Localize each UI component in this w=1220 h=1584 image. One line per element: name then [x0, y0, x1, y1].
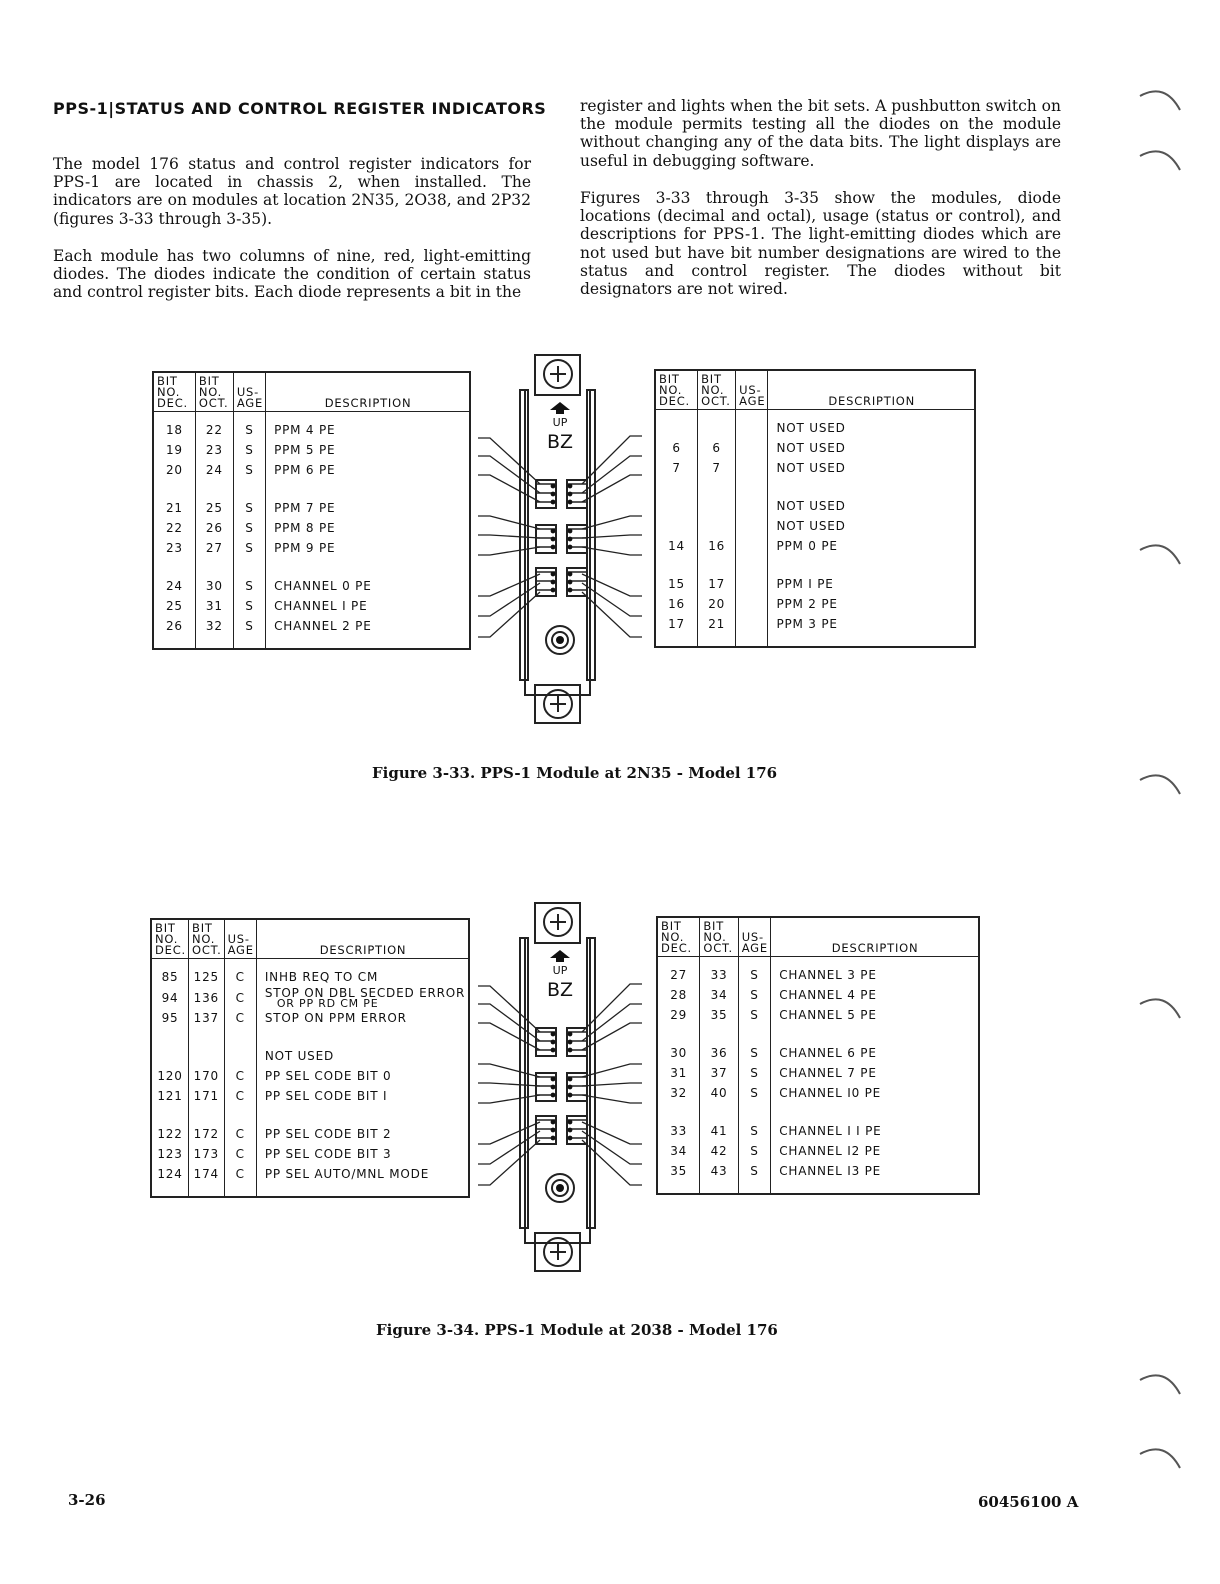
cell-desc: CHANNEL 0 PE — [266, 558, 470, 596]
cell-usage: S — [738, 1141, 771, 1161]
column-header-dec: BIT NO. DEC. — [153, 372, 195, 412]
table-row — [151, 1106, 469, 1144]
cell-oct — [698, 478, 736, 516]
table-row — [655, 438, 975, 458]
cell-usage: S — [233, 480, 265, 518]
right-bit-table — [656, 916, 980, 1195]
cell-desc: PPM 4 PE — [266, 412, 470, 441]
led-diode-icon — [551, 580, 556, 585]
table-row — [657, 1141, 979, 1161]
led-diode-icon — [568, 1040, 573, 1045]
cell-desc: CHANNEL 2 PE — [266, 616, 470, 649]
led-diode-icon — [568, 500, 573, 505]
cell-usage: S — [233, 518, 265, 538]
table-row — [657, 1083, 979, 1103]
table-row — [151, 959, 469, 988]
cell-oct: 23 — [195, 440, 233, 460]
led-diode-icon — [551, 572, 556, 577]
table-row — [153, 412, 470, 441]
cell-usage — [736, 536, 768, 556]
cell-desc: CHANNEL 5 PE — [771, 1005, 979, 1025]
led-module-diagram — [470, 898, 660, 1273]
cell-desc: CHANNEL 6 PE — [771, 1025, 979, 1063]
cell-dec: 26 — [153, 616, 195, 649]
cell-dec: 27 — [657, 957, 700, 986]
cell-usage: C — [224, 1144, 256, 1164]
table-row — [151, 1028, 469, 1066]
cell-desc: PPM 0 PE — [768, 536, 975, 556]
led-diode-icon — [568, 588, 573, 593]
cell-usage: S — [738, 1161, 771, 1194]
column-header-usage: US- AGE — [233, 372, 265, 412]
cell-oct — [189, 1028, 225, 1066]
column-header-desc: DESCRIPTION — [768, 370, 975, 410]
cell-oct: 136 — [189, 987, 225, 1008]
led-diode-icon — [551, 492, 556, 497]
led-diode-icon — [551, 545, 556, 550]
table-row — [153, 460, 470, 480]
table-row — [655, 594, 975, 614]
binder-marks — [1130, 80, 1190, 1500]
column-header-dec: BIT NO. DEC. — [657, 917, 700, 957]
column-header-desc: DESCRIPTION — [256, 919, 469, 959]
table-row — [153, 480, 470, 518]
cell-dec: 21 — [153, 480, 195, 518]
cell-dec — [655, 410, 698, 439]
cell-usage: S — [738, 1083, 771, 1103]
cell-dec: 19 — [153, 440, 195, 460]
figure-caption: Figure 3-34. PPS-1 Module at 2038 - Model 176 — [376, 1321, 778, 1339]
cell-oct: 26 — [195, 518, 233, 538]
cell-desc: PPM I PE — [768, 556, 975, 594]
cell-desc: CHANNEL I0 PE — [771, 1083, 979, 1103]
cell-desc: NOT USED — [768, 458, 975, 478]
column-header-dec: BIT NO. DEC. — [151, 919, 189, 959]
cell-usage: S — [233, 558, 265, 596]
led-diode-icon — [568, 1077, 573, 1082]
cell-desc: PP SEL AUTO/MNL MODE — [256, 1164, 469, 1197]
cell-dec: 28 — [657, 985, 700, 1005]
cell-desc: INHB REQ TO CM — [256, 959, 469, 988]
table-row — [153, 518, 470, 538]
cell-dec: 6 — [655, 438, 698, 458]
led-diode-icon — [568, 1120, 573, 1125]
binder-mark — [1140, 1375, 1180, 1394]
cell-usage — [736, 438, 768, 458]
cell-desc: PPM 9 PE — [266, 538, 470, 558]
cell-desc: PP SEL CODE BIT I — [256, 1086, 469, 1106]
column-header-oct: BIT NO. OCT. — [700, 917, 738, 957]
cell-oct: 35 — [700, 1005, 738, 1025]
cell-usage: S — [233, 616, 265, 649]
column-header-usage: US- AGE — [738, 917, 771, 957]
led-diode-icon — [551, 1040, 556, 1045]
table-row — [657, 985, 979, 1005]
cell-dec: 7 — [655, 458, 698, 478]
leader-line — [478, 574, 540, 596]
led-diode-icon — [568, 484, 573, 489]
leader-line — [478, 535, 540, 538]
cell-oct: 137 — [189, 1008, 225, 1028]
led-diode-icon — [551, 1120, 556, 1125]
cell-desc: NOT USED — [768, 410, 975, 439]
cell-oct: 17 — [698, 556, 736, 594]
cell-dec: 22 — [153, 518, 195, 538]
page-number: 3-26 — [68, 1491, 106, 1509]
table-row — [151, 987, 469, 1008]
left-bit-table — [150, 918, 470, 1198]
right-bit-table — [654, 369, 976, 648]
column-header-usage: US- AGE — [736, 370, 768, 410]
figure-caption: Figure 3-33. PPS-1 Module at 2N35 - Model 176 — [372, 764, 778, 782]
leader-line — [478, 1140, 540, 1185]
led-diode-icon — [568, 545, 573, 550]
up-label: UP — [552, 964, 568, 977]
section-heading: PPS-1|STATUS AND CONTROL REGISTER INDICATORS — [53, 99, 547, 118]
column-header-usage: US- AGE — [224, 919, 256, 959]
cell-desc: PPM 6 PE — [266, 460, 470, 480]
leader-line — [478, 986, 540, 1032]
led-diode-icon — [568, 1093, 573, 1098]
table-row — [655, 516, 975, 536]
cell-oct: 174 — [189, 1164, 225, 1197]
cell-oct: 24 — [195, 460, 233, 480]
led-diode-icon — [551, 529, 556, 534]
cell-oct: 42 — [700, 1141, 738, 1161]
cell-dec — [151, 1028, 189, 1066]
leader-line — [478, 516, 540, 529]
column-header-oct: BIT NO. OCT. — [189, 919, 225, 959]
binder-mark — [1140, 775, 1180, 794]
cell-dec: 124 — [151, 1164, 189, 1197]
table-row — [151, 1144, 469, 1164]
cell-dec: 95 — [151, 1008, 189, 1028]
leader-line — [478, 1095, 540, 1103]
table-row — [657, 1025, 979, 1063]
table-row — [657, 1103, 979, 1141]
cell-dec: 123 — [151, 1144, 189, 1164]
table-row — [655, 614, 975, 647]
cell-dec: 34 — [657, 1141, 700, 1161]
led-diode-icon — [568, 572, 573, 577]
table-row — [655, 536, 975, 556]
cell-usage: S — [233, 460, 265, 480]
cell-oct: 27 — [195, 538, 233, 558]
cell-oct: 37 — [700, 1063, 738, 1083]
column-header-desc: DESCRIPTION — [266, 372, 470, 412]
cell-dec: 23 — [153, 538, 195, 558]
cell-usage: C — [224, 1008, 256, 1028]
cell-desc: STOP ON DBL SECDED ERROR OR PP RD CM PE — [256, 987, 469, 1008]
cell-usage: S — [233, 538, 265, 558]
leader-line — [478, 475, 540, 502]
leader-line — [478, 1083, 540, 1086]
table-row — [153, 558, 470, 596]
leader-line — [478, 1122, 540, 1144]
leader-line — [478, 547, 540, 555]
cell-oct: 172 — [189, 1106, 225, 1144]
cell-oct: 16 — [698, 536, 736, 556]
cell-dec: 31 — [657, 1063, 700, 1083]
cell-oct: 43 — [700, 1161, 738, 1194]
cell-dec — [655, 478, 698, 516]
table-row — [655, 556, 975, 594]
table-row — [655, 410, 975, 439]
table-row — [655, 478, 975, 516]
cell-desc: PP SEL CODE BIT 2 — [256, 1106, 469, 1144]
cell-usage: C — [224, 987, 256, 1008]
table-row — [151, 1164, 469, 1197]
cell-dec — [655, 516, 698, 536]
cell-usage: C — [224, 1066, 256, 1086]
cell-desc: CHANNEL I I PE — [771, 1103, 979, 1141]
cell-usage: S — [738, 985, 771, 1005]
led-diode-icon — [551, 484, 556, 489]
cell-oct: 171 — [189, 1086, 225, 1106]
cell-desc: PPM 3 PE — [768, 614, 975, 647]
cell-oct — [698, 516, 736, 536]
cell-desc: STOP ON PPM ERROR — [256, 1008, 469, 1028]
cell-oct: 173 — [189, 1144, 225, 1164]
cell-desc: PPM 5 PE — [266, 440, 470, 460]
cell-desc: CHANNEL 3 PE — [771, 957, 979, 986]
cell-dec: 14 — [655, 536, 698, 556]
cell-usage — [736, 594, 768, 614]
cell-oct: 22 — [195, 412, 233, 441]
cell-usage: S — [738, 1063, 771, 1083]
cell-desc: PPM 8 PE — [266, 518, 470, 538]
cell-dec: 120 — [151, 1066, 189, 1086]
led-diode-icon — [568, 529, 573, 534]
led-diode-icon — [568, 1048, 573, 1053]
pushbutton-icon — [556, 1184, 564, 1192]
table-row — [153, 440, 470, 460]
cell-oct: 31 — [195, 596, 233, 616]
cell-desc: PPM 7 PE — [266, 480, 470, 518]
screw-icon — [550, 1244, 566, 1260]
cell-desc: NOT USED — [256, 1028, 469, 1066]
table-row — [657, 957, 979, 986]
screw-icon — [550, 366, 566, 382]
leader-line — [478, 438, 540, 484]
cell-dec: 85 — [151, 959, 189, 988]
cell-usage: C — [224, 1164, 256, 1197]
up-arrow-icon — [550, 402, 570, 414]
table-row — [655, 458, 975, 478]
table-row — [151, 1008, 469, 1028]
table-row — [657, 1161, 979, 1194]
cell-dec: 121 — [151, 1086, 189, 1106]
cell-usage: C — [224, 1106, 256, 1144]
cell-dec: 17 — [655, 614, 698, 647]
body-paragraph: Figures 3-33 through 3-35 show the modules, diode locations (decimal and octal), usage (status or control), and descriptions for PPS-1. The light-emitting diodes which are not used but have bit number designations are wired to the status and control register. The diodes without bit designators are not wired. — [580, 189, 1061, 299]
cell-dec: 29 — [657, 1005, 700, 1025]
cell-oct: 30 — [195, 558, 233, 596]
column-header-oct: BIT NO. OCT. — [698, 370, 736, 410]
cell-oct: 40 — [700, 1083, 738, 1103]
cell-desc: CHANNEL I2 PE — [771, 1141, 979, 1161]
cell-dec: 35 — [657, 1161, 700, 1194]
cell-oct: 20 — [698, 594, 736, 614]
led-diode-icon — [551, 1048, 556, 1053]
table-row — [657, 1063, 979, 1083]
column-header-dec: BIT NO. DEC. — [655, 370, 698, 410]
led-diode-icon — [568, 537, 573, 542]
screw-icon — [550, 696, 566, 712]
bz-label: BZ — [546, 979, 574, 1001]
table-row — [151, 1066, 469, 1086]
cell-usage — [736, 410, 768, 439]
table-row — [151, 1086, 469, 1106]
cell-dec: 30 — [657, 1025, 700, 1063]
cell-usage: S — [738, 1025, 771, 1063]
cell-desc: NOT USED — [768, 478, 975, 516]
cell-dec: 33 — [657, 1103, 700, 1141]
led-diode-icon — [551, 1032, 556, 1037]
left-bit-table — [152, 371, 471, 650]
cell-usage — [224, 1028, 256, 1066]
table-row — [153, 596, 470, 616]
cell-usage: C — [224, 1086, 256, 1106]
cell-oct: 41 — [700, 1103, 738, 1141]
led-diode-icon — [551, 500, 556, 505]
cell-oct: 32 — [195, 616, 233, 649]
led-diode-icon — [568, 1085, 573, 1090]
cell-oct: 25 — [195, 480, 233, 518]
document-number: 60456100 A — [978, 1493, 1079, 1511]
cell-oct: 21 — [698, 614, 736, 647]
cell-dec: 25 — [153, 596, 195, 616]
cell-desc: CHANNEL I PE — [266, 596, 470, 616]
cell-oct — [698, 410, 736, 439]
table-row — [153, 616, 470, 649]
cell-dec: 20 — [153, 460, 195, 480]
column-header-oct: BIT NO. OCT. — [195, 372, 233, 412]
cell-desc: NOT USED — [768, 516, 975, 536]
cell-desc: PP SEL CODE BIT 0 — [256, 1066, 469, 1086]
led-diode-icon — [551, 1085, 556, 1090]
cell-oct: 6 — [698, 438, 736, 458]
binder-mark — [1140, 999, 1180, 1018]
cell-oct: 125 — [189, 959, 225, 988]
cell-dec: 16 — [655, 594, 698, 614]
cell-desc: NOT USED — [768, 438, 975, 458]
led-diode-icon — [568, 1136, 573, 1141]
cell-usage — [736, 516, 768, 536]
cell-usage: S — [233, 440, 265, 460]
leader-line — [478, 592, 540, 637]
cell-oct: 36 — [700, 1025, 738, 1063]
cell-usage: S — [738, 1103, 771, 1141]
cell-dec: 122 — [151, 1106, 189, 1144]
cell-desc: PPM 2 PE — [768, 594, 975, 614]
body-paragraph: The model 176 status and control register indicators for PPS-1 are located in chassis 2, when installed. The indicators are on modules at location 2N35, 2O38, and 2P32 (figures 3-33 through 3-35). — [53, 155, 531, 228]
leader-line — [478, 1064, 540, 1077]
led-module-diagram — [470, 350, 660, 725]
pushbutton-icon — [556, 636, 564, 644]
cell-dec: 24 — [153, 558, 195, 596]
column-header-desc: DESCRIPTION — [771, 917, 979, 957]
leader-line — [478, 1023, 540, 1050]
led-diode-icon — [568, 1032, 573, 1037]
cell-usage: S — [738, 1005, 771, 1025]
cell-usage — [736, 614, 768, 647]
binder-mark — [1140, 545, 1180, 564]
table-row — [153, 538, 470, 558]
screw-icon — [550, 914, 566, 930]
led-diode-icon — [551, 1128, 556, 1133]
led-diode-icon — [568, 492, 573, 497]
led-diode-icon — [551, 537, 556, 542]
cell-desc: PP SEL CODE BIT 3 — [256, 1144, 469, 1164]
cell-dec: 32 — [657, 1083, 700, 1103]
cell-desc: CHANNEL 7 PE — [771, 1063, 979, 1083]
led-diode-icon — [551, 588, 556, 593]
cell-desc: CHANNEL I3 PE — [771, 1161, 979, 1194]
body-paragraph: Each module has two columns of nine, red, light-emitting diodes. The diodes indicate the condition of certain status and control register bits. Each diode represents a bit in the — [53, 247, 531, 302]
cell-dec: 15 — [655, 556, 698, 594]
binder-mark — [1140, 1449, 1180, 1468]
binder-mark — [1140, 151, 1180, 170]
binder-mark — [1140, 91, 1180, 110]
cell-dec: 18 — [153, 412, 195, 441]
cell-usage — [736, 556, 768, 594]
cell-usage — [736, 458, 768, 478]
bz-label: BZ — [546, 431, 574, 453]
cell-usage — [736, 478, 768, 516]
cell-oct: 7 — [698, 458, 736, 478]
led-diode-icon — [551, 1077, 556, 1082]
table-row — [657, 1005, 979, 1025]
cell-oct: 34 — [700, 985, 738, 1005]
cell-usage: C — [224, 959, 256, 988]
cell-usage: S — [738, 957, 771, 986]
up-label: UP — [552, 416, 568, 429]
led-diode-icon — [551, 1093, 556, 1098]
up-arrow-icon — [550, 950, 570, 962]
body-paragraph: register and lights when the bit sets. A pushbutton switch on the module permits testing all the diodes on the module without changing any of the data bits. The light displays are useful in debugging software. — [580, 97, 1061, 170]
led-diode-icon — [551, 1136, 556, 1141]
led-diode-icon — [568, 1128, 573, 1133]
led-diode-icon — [568, 580, 573, 585]
cell-usage: S — [233, 596, 265, 616]
cell-dec: 94 — [151, 987, 189, 1008]
cell-desc: CHANNEL 4 PE — [771, 985, 979, 1005]
cell-oct: 33 — [700, 957, 738, 986]
cell-oct: 170 — [189, 1066, 225, 1086]
cell-usage: S — [233, 412, 265, 441]
